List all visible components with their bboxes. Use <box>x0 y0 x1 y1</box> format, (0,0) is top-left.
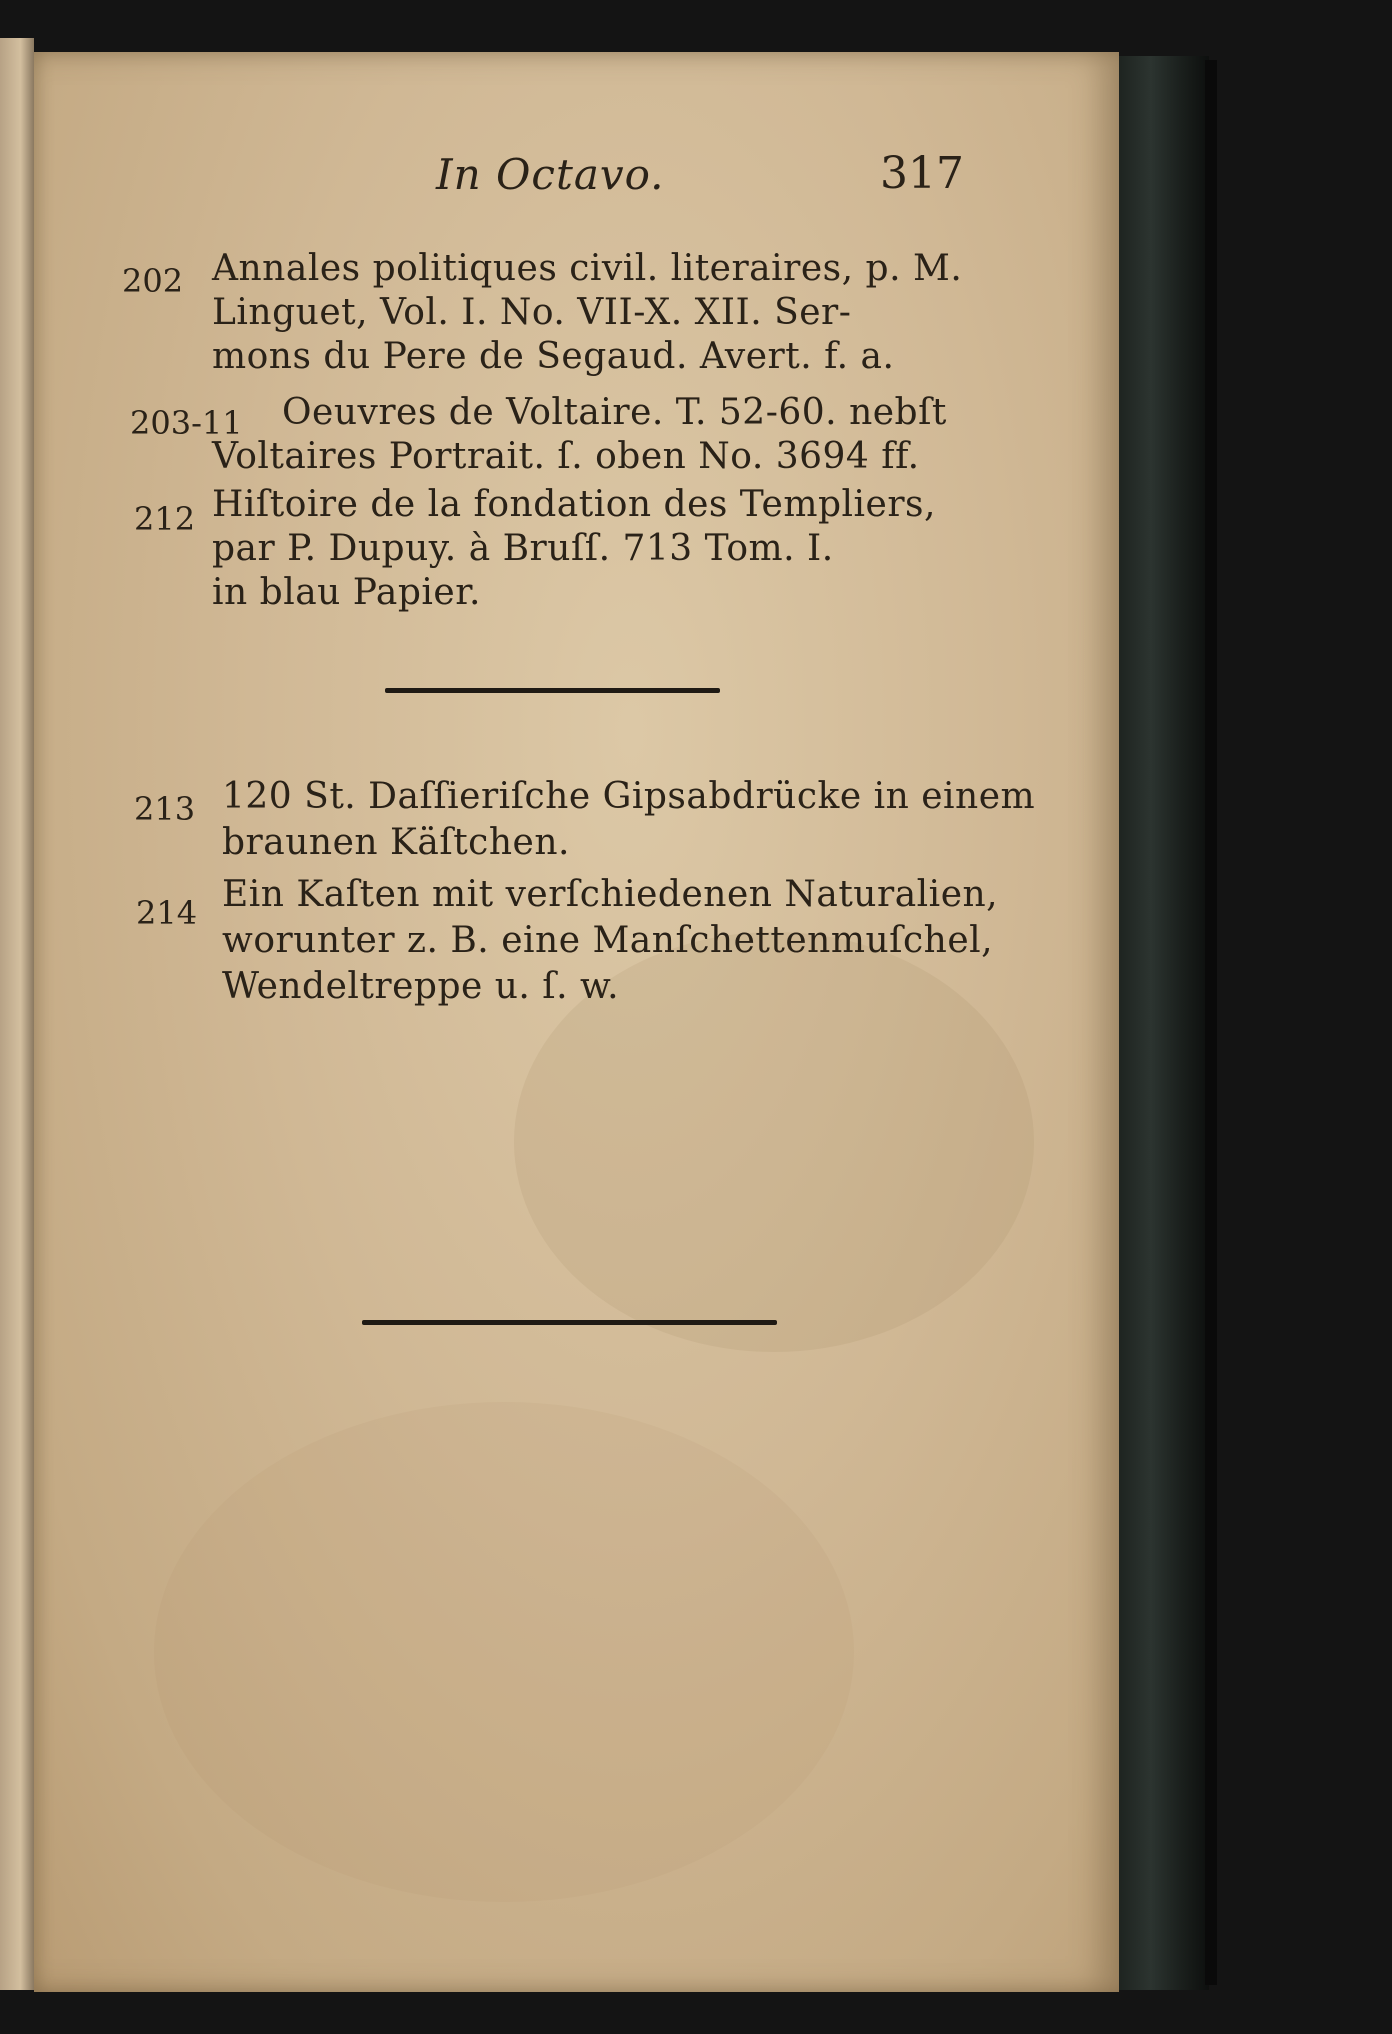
entry-line: Ein Kaſten mit verſchiedenen Naturalien, <box>222 874 999 915</box>
entry-number: 212 <box>134 500 196 538</box>
entry-line: braunen Käſtchen. <box>222 822 570 863</box>
entry-number: 202 <box>122 262 184 300</box>
entry-line: par P. Dupuy. à Bruſſ. 713 Tom. I. <box>212 528 834 569</box>
running-header-title: In Octavo. <box>436 150 665 199</box>
entry-line: mons du Pere de Segaud. Avert. f. a. <box>212 336 895 377</box>
book-binding <box>1119 56 1209 1990</box>
entry-line: Wendeltreppe u. ſ. w. <box>222 966 620 1007</box>
facing-page-edge <box>0 38 34 1990</box>
entry-number: 203-11 <box>130 404 243 442</box>
entry-number: 213 <box>134 790 196 828</box>
end-divider <box>362 1320 777 1325</box>
entry-line: Voltaires Portrait. ſ. oben No. 3694 ff. <box>212 436 920 477</box>
page-number: 317 <box>880 148 964 199</box>
entry-line: worunter z. B. eine Manſchettenmuſchel, <box>222 920 994 961</box>
binding-edge <box>1205 60 1217 1985</box>
entry-line: 120 St. Daſſieriſche Gipsabdrücke in einem <box>222 776 1036 817</box>
entry-line: in blau Papier. <box>212 572 481 613</box>
entry-line: Oeuvres de Voltaire. T. 52-60. nebſt <box>282 392 947 433</box>
entry-line: Hiſtoire de la fondation des Templiers, <box>212 484 936 525</box>
entry-line: Annales politiques civil. literaires, p. M. <box>212 248 963 289</box>
section-divider <box>385 688 720 693</box>
entry-line: Linguet, Vol. I. No. VII-X. XII. Ser- <box>212 292 852 333</box>
entry-number: 214 <box>136 894 198 932</box>
